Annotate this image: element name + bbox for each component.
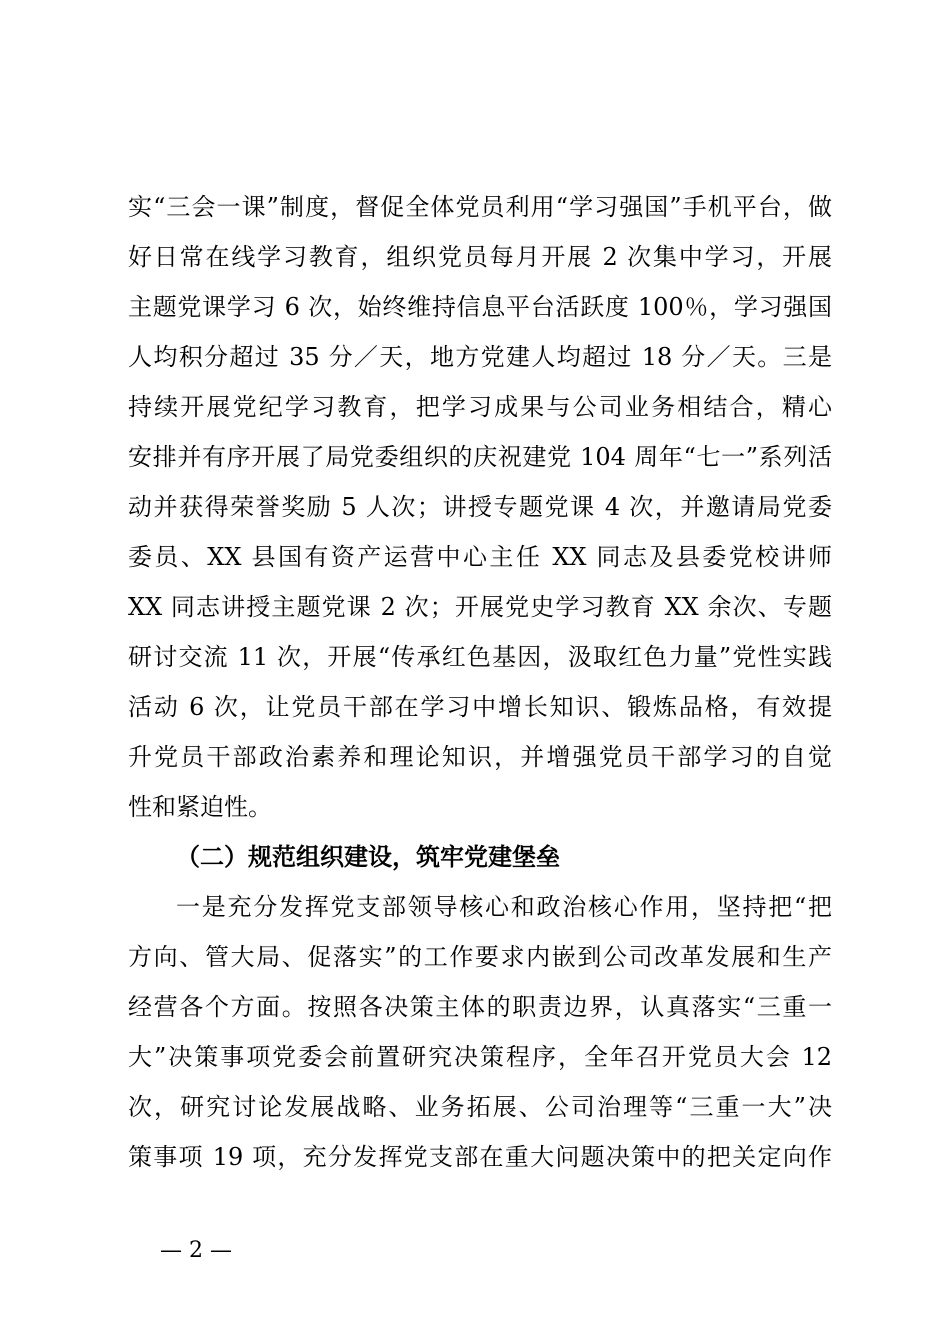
body-text-line: 一是充分发挥党支部领导核心和政治核心作用，坚持把“把: [176, 893, 832, 921]
body-text-line: 委员、XX 县国有资产运营中心主任 XX 同志及县委党校讲师: [128, 543, 832, 571]
section-heading: （二）规范组织建设，筑牢党建堡垒: [176, 843, 560, 871]
body-text-line: 升党员干部政治素养和理论知识，并增强党员干部学习的自觉: [128, 743, 832, 771]
body-text-line: 策事项 19 项，充分发挥党支部在重大问题决策中的把关定向作: [128, 1143, 832, 1171]
body-text-line: 活动 6 次，让党员干部在学习中增长知识、锻炼品格，有效提: [128, 693, 832, 721]
body-text-line: 经营各个方面。按照各决策主体的职责边界，认真落实“三重一: [128, 993, 832, 1021]
body-text-line: 实“三会一课”制度，督促全体党员利用“学习强国”手机平台，做: [128, 193, 832, 221]
page-number: — 2 —: [160, 1238, 232, 1263]
body-text-line: 大”决策事项党委会前置研究决策程序，全年召开党员大会 12: [128, 1043, 832, 1071]
body-text-line: 安排并有序开展了局党委组织的庆祝建党 104 周年“七一”系列活: [128, 443, 832, 471]
body-text-line: 好日常在线学习教育，组织党员每月开展 2 次集中学习，开展: [128, 243, 832, 271]
body-text-line: 人均积分超过 35 分／天，地方党建人均超过 18 分／天。三是: [128, 343, 832, 371]
body-text-line: 主题党课学习 6 次，始终维持信息平台活跃度 100％，学习强国: [128, 293, 832, 321]
body-text-line: 持续开展党纪学习教育，把学习成果与公司业务相结合，精心: [128, 393, 832, 421]
body-text-line: 性和紧迫性。: [128, 793, 272, 821]
body-text-line: 动并获得荣誉奖励 5 人次；讲授专题党课 4 次，并邀请局党委: [128, 493, 832, 521]
body-text-line: XX 同志讲授主题党课 2 次；开展党史学习教育 XX 余次、专题: [128, 593, 832, 621]
body-text-line: 方向、管大局、促落实”的工作要求内嵌到公司改革发展和生产: [128, 943, 832, 971]
body-text-line: 次，研究讨论发展战略、业务拓展、公司治理等“三重一大”决: [128, 1093, 832, 1121]
body-text-line: 研讨交流 11 次，开展“传承红色基因，汲取红色力量”党性实践: [128, 643, 832, 671]
